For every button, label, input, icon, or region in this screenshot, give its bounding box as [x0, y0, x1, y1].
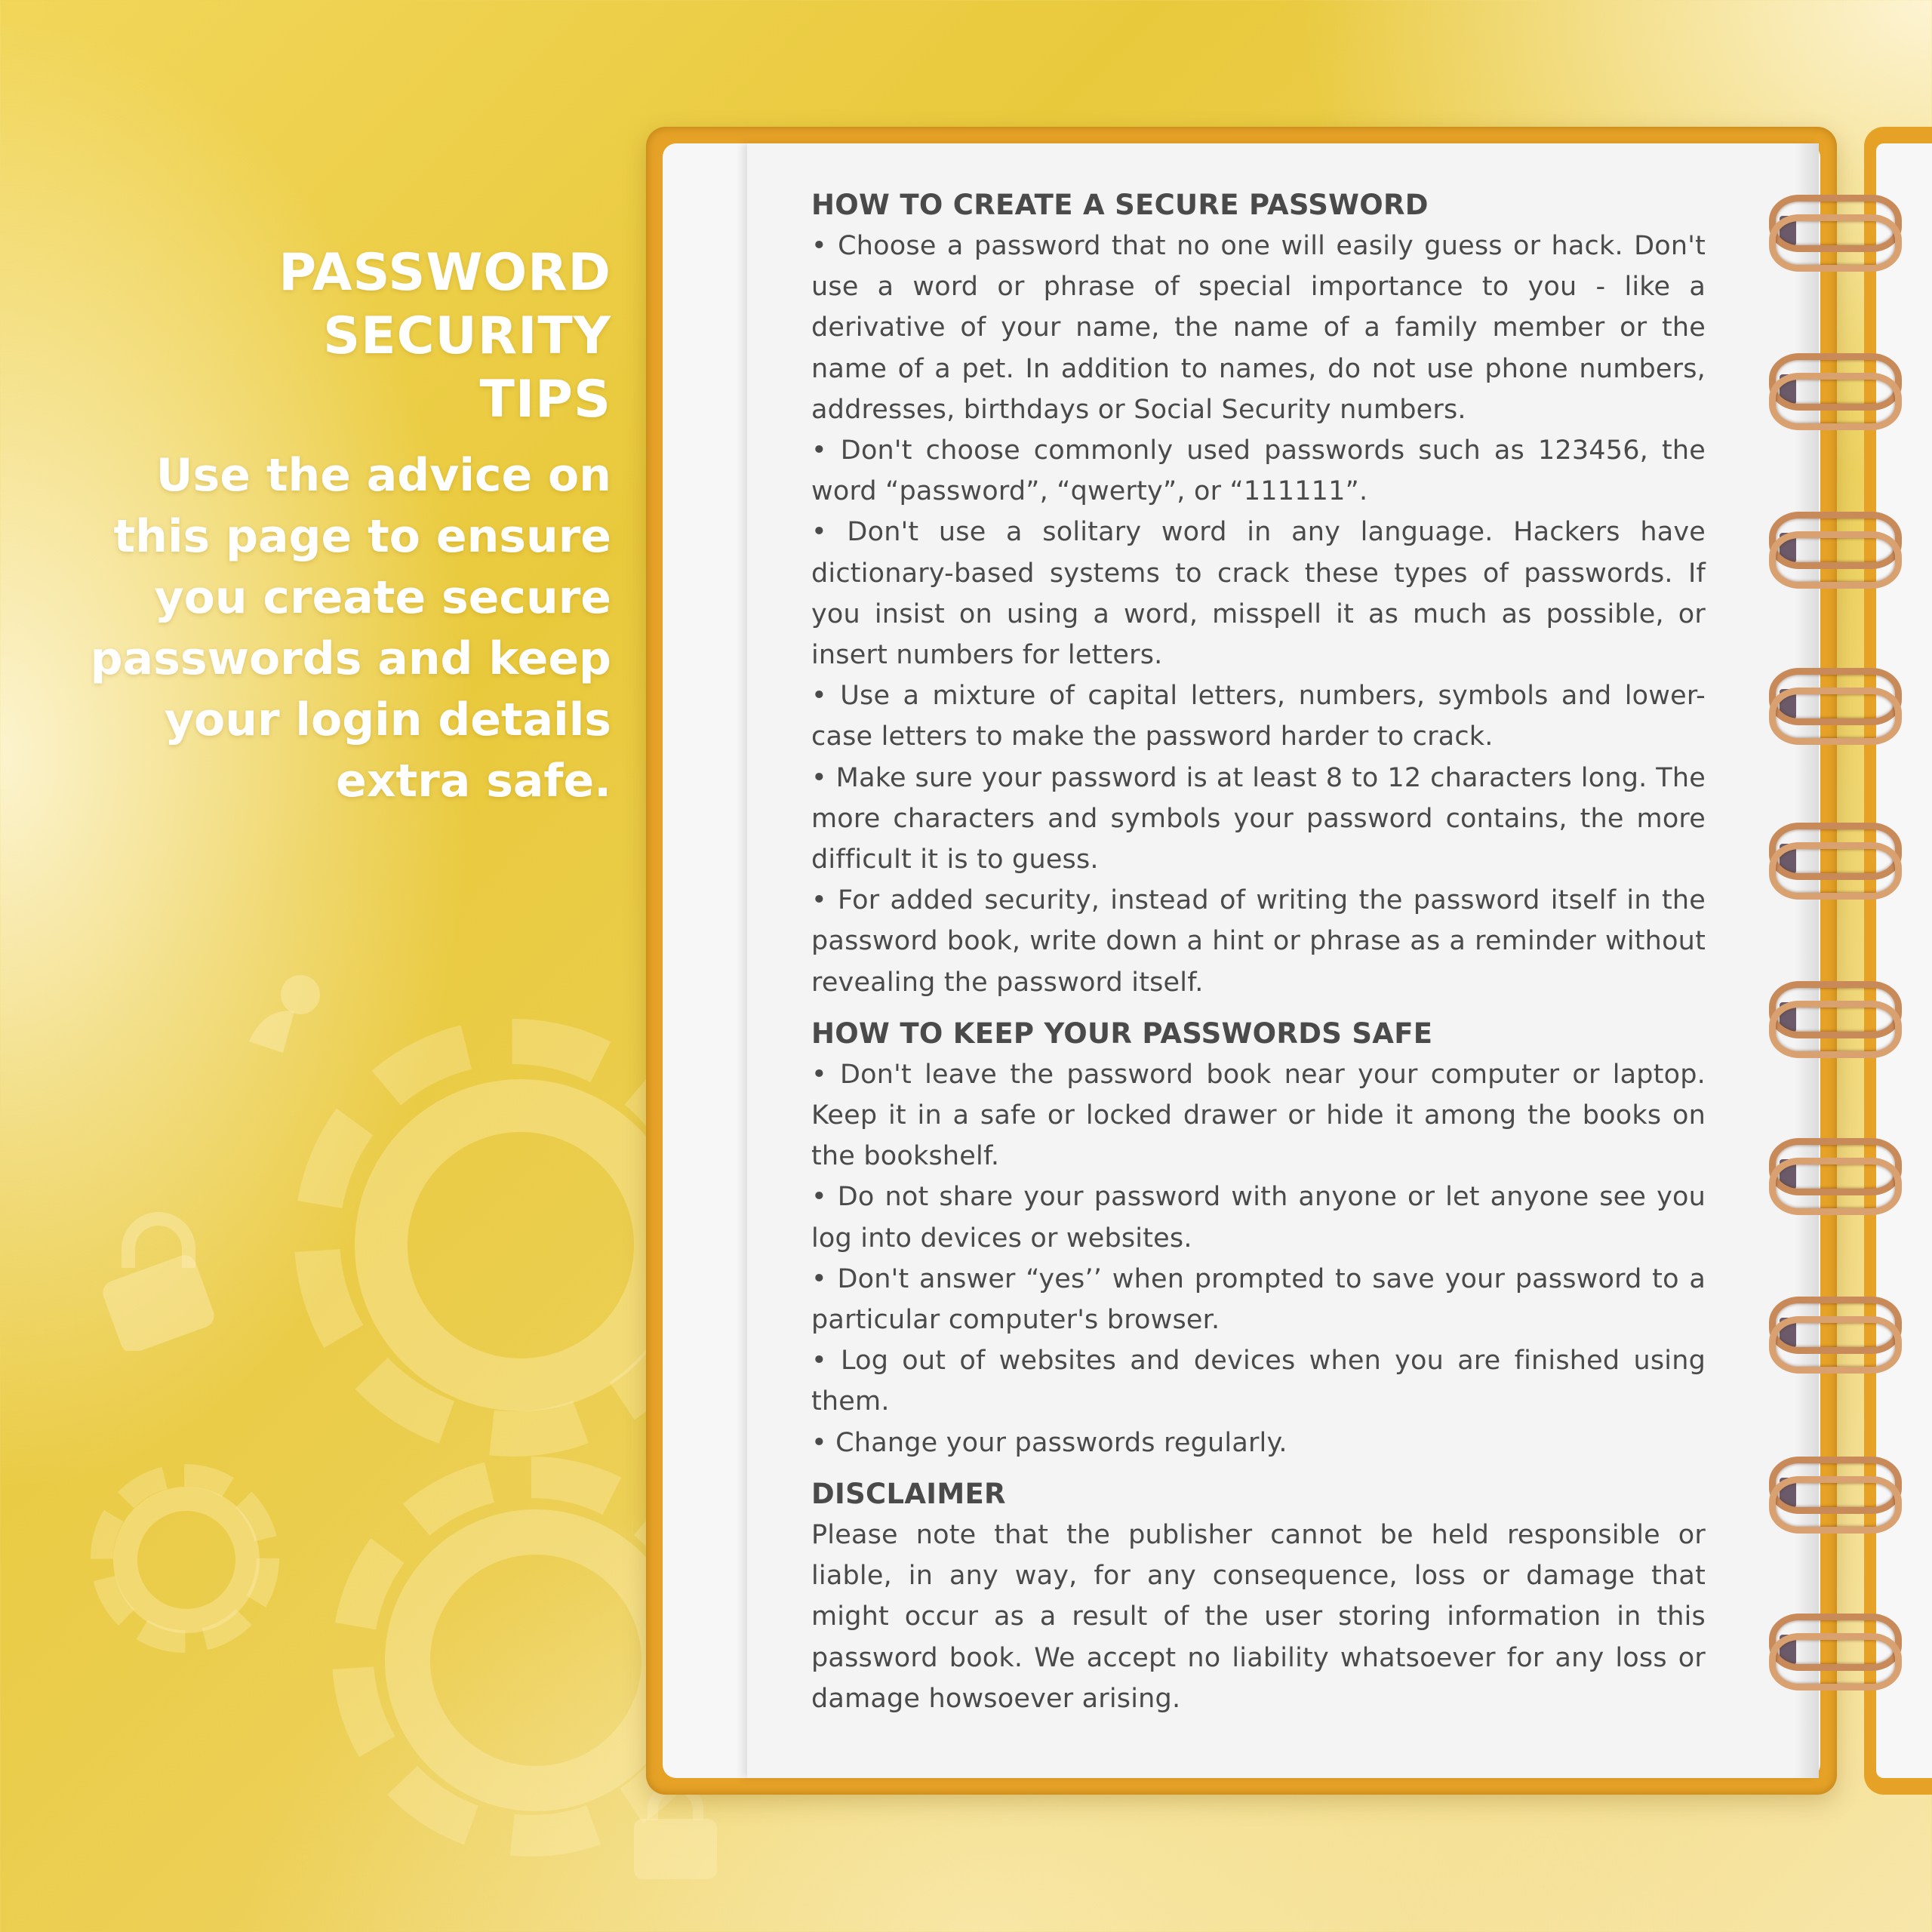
- spiral-ring: [1769, 1297, 1912, 1367]
- spiral-ring: [1769, 981, 1912, 1052]
- tip-paragraph: • Do not share your password with anyone or let anyone see you log into devices or websites.: [811, 1182, 1706, 1254]
- gear-icon: [355, 1079, 687, 1411]
- promo-body: [30, 445, 611, 812]
- ring-loop: [1769, 373, 1902, 430]
- promo-body-line: extra safe.: [336, 755, 611, 808]
- spiral-ring: [1769, 1138, 1912, 1209]
- disclaimer-paragraph: Please note that the publisher cannot be held responsible or liable, in any way, for any consequence, loss or damage that might occur as a result of the user storing information in this password book. We accept no liability whatsoever for any loss or damage howsoever arising.: [811, 1519, 1706, 1714]
- promo-title-line: SECURITY: [323, 306, 611, 366]
- tip-paragraph: • Don't use a solitary word in any language. Hackers have dictionary-based systems to crack these types of passwords. If you insist on using a word, misspell it as much as possible, or insert numbers for letters.: [811, 517, 1706, 671]
- spiral-ring: [1769, 1614, 1912, 1684]
- promo-headline: [30, 242, 611, 812]
- promo-title-line: TIPS: [479, 370, 611, 429]
- section-heading-create: HOW TO CREATE A SECURE PASSWORD: [811, 189, 1429, 221]
- ring-loop: [1769, 842, 1902, 900]
- spiral-ring: [1769, 512, 1912, 583]
- padlock-icon: [619, 1781, 732, 1887]
- padlock-icon: [91, 1208, 226, 1351]
- ring-loop: [1769, 1633, 1902, 1690]
- tip-paragraph: • Use a mixture of capital letters, numbers, symbols and lower-case letters to make the password harder to crack.: [811, 681, 1706, 752]
- promo-body-line: you create secure: [154, 571, 611, 624]
- promo-body-line: your login details: [164, 694, 611, 746]
- tip-paragraph: • Don't choose commonly used passwords such as 123456, the word “password”, “qwerty”, or “111111”.: [811, 435, 1706, 507]
- promo-title-line: PASSWORD: [278, 243, 611, 303]
- tip-paragraph: • Choose a password that no one will easily guess or hack. Don't use a word or phrase of special importance to you - like a derivative of your name, the name of a family member or the name of a pet. In addition to names, do not use phone numbers, addresses, birthdays or Social Security numbers.: [811, 231, 1706, 425]
- promo-body-line: passwords and keep: [90, 632, 611, 685]
- gear-icon: [385, 1509, 687, 1811]
- spiral-ring: [1769, 823, 1912, 894]
- tip-paragraph: • Make sure your password is at least 8 to 12 characters long. The more characters and symbols your password contains, the more difficult it is to guess.: [811, 762, 1706, 875]
- tip-paragraph: • Log out of websites and devices when you are finished using them.: [811, 1346, 1706, 1417]
- section-heading-disclaimer: DISCLAIMER: [811, 1477, 1006, 1510]
- tip-paragraph: • Don't answer “yes’’ when prompted to save your password to a particular computer's browser.: [811, 1263, 1706, 1336]
- spiral-ring: [1769, 195, 1912, 266]
- ring-loop: [1769, 1158, 1902, 1215]
- ring-loop: [1769, 688, 1902, 745]
- spiral-ring: [1769, 668, 1912, 739]
- page-content: [811, 185, 1706, 1719]
- section-heading-safe: HOW TO KEEP YOUR PASSWORDS SAFE: [811, 1017, 1433, 1050]
- user-icon: [242, 966, 340, 1057]
- promo-title: [30, 242, 611, 432]
- spiral-ring: [1769, 1457, 1912, 1527]
- ring-loop: [1769, 1001, 1902, 1058]
- ring-loop: [1769, 531, 1902, 589]
- ring-loop: [1769, 1476, 1902, 1534]
- promo-body-line: Use the advice on: [155, 449, 611, 502]
- promo-body-line: this page to ensure: [113, 510, 611, 563]
- ring-loop: [1769, 1316, 1902, 1374]
- tip-paragraph: • Don't leave the password book near your computer or laptop. Keep it in a safe or locked drawer or hide it among the books on the bookshelf.: [811, 1059, 1706, 1172]
- ring-loop: [1769, 214, 1902, 272]
- tip-paragraph: • Change your passwords regularly.: [811, 1427, 1287, 1458]
- tip-paragraph: • For added security, instead of writing the password itself in the password book, write down a hint or phrase as a reminder without revealing the password itself.: [811, 885, 1706, 998]
- gear-icon: [113, 1487, 260, 1633]
- spiral-ring: [1769, 353, 1912, 424]
